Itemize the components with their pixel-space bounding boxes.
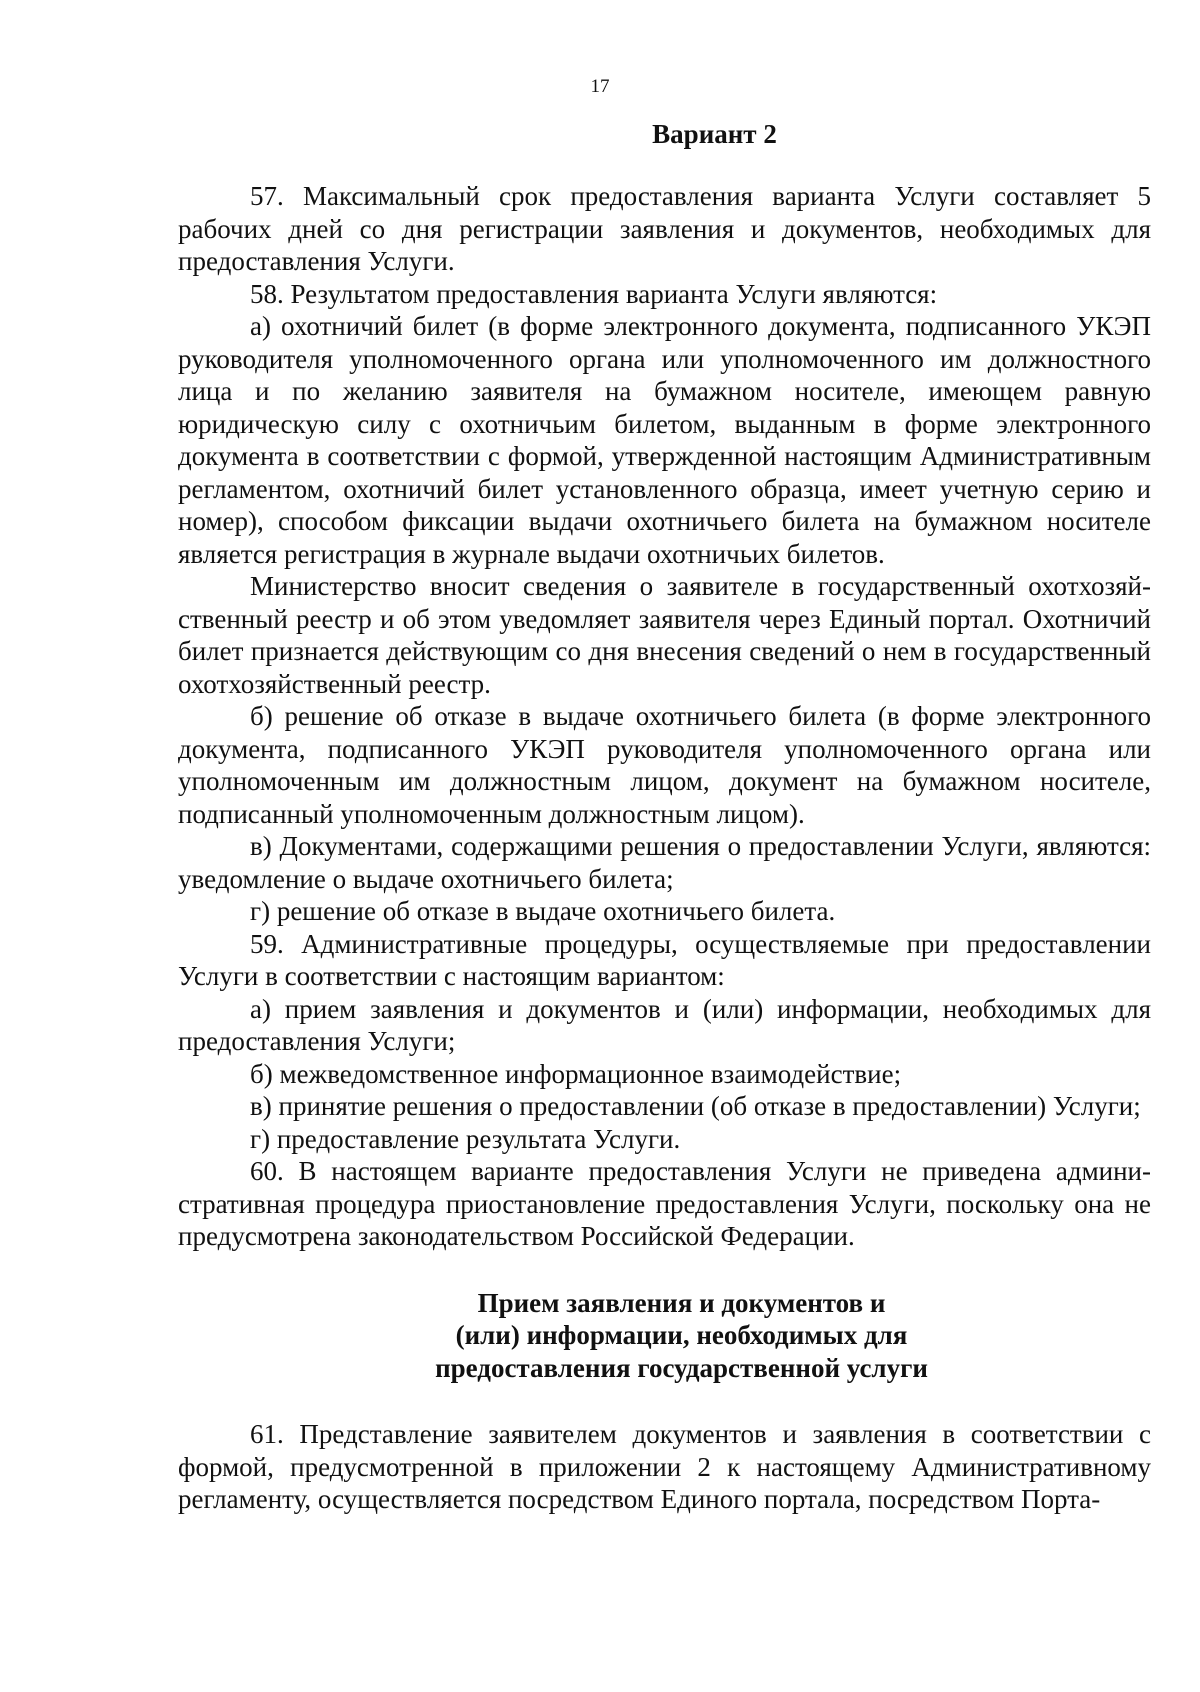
paragraph-58-a: а) охотничий билет (в форме электронного документа, подписанного УКЭП руководителя уполномоченного органа или уполномоченного им должностного лица и по желанию заявителя на бумажном носителе, имеющем равную юридическую силу с охотничьим билетом, выданным в форме электронного документа в соответствии с формой, утвержденной настоящим Административным регламентом, охотничий билет установленного образца, имеет учетную серию и номер), способом фиксации выдачи охотничьего билета на бумажном носителе является регистрация в журнале выдачи охотничьих билетов. — [178, 311, 1151, 569]
page-number: 17 — [590, 76, 610, 97]
paragraph-59: 59. Административные процедуры, осуществляемые при предоставлении Услуги в соответствии с настоящим вариантом: — [178, 928, 1151, 991]
document-body — [178, 118, 1151, 1516]
paragraphs-bottom — [178, 1418, 1151, 1516]
section-heading-line: предоставления государственной услуги — [435, 1352, 928, 1383]
section-heading-line: Прием заявления и документов и — [477, 1287, 886, 1318]
section-heading-line: (или) информации, необходимых для — [455, 1320, 908, 1350]
paragraph-59-g: г) предоставление результата Услуги. — [250, 1123, 681, 1154]
paragraph-ministry: Министерство вносит сведения о заявителе в государственный охотхозяйственный реестр и об этом уведомляет заявителя через Единый портал. Охотничий билет признается действующим со дня внесения сведений о нем в государственный охотхозяйственный реестр. — [178, 571, 1151, 699]
paragraph-59-b: б) межведомственное информационное взаимодействие; — [250, 1058, 902, 1089]
paragraph-60: 60. В настоящем варианте предоставления Услуги не приведена административная процедура приостановление предоставления Услуги, поскольку она не предусмотрена законодательством Российской Федерации. — [178, 1156, 1151, 1251]
paragraph-61: 61. Представление заявителем документов и заявления в соответствии с формой, предусмотренной в приложении 2 к настоящему Административному регламенту, осуществляется посредством Единого портала, посредством Порта- — [178, 1419, 1151, 1514]
paragraph-58-g: г) решение об отказе в выдаче охотничьего билета. — [250, 896, 836, 926]
paragraph-57: 57. Максимальный срок предоставления варианта Услуги составляет 5 рабочих дней со дня регистрации заявления и документов, необходимых для предоставления Услуги. — [178, 181, 1151, 276]
section-heading — [212, 1287, 1151, 1385]
paragraph-59-v: в) принятие решения о предоставлении (об отказе в предоставлении) Услуги; — [250, 1091, 1141, 1121]
paragraph-59-a: а) прием заявления и документов и (или) информации, необходимых для предоставления Услуги; — [178, 993, 1151, 1056]
paragraph-58-v: в) Документами, содержащими решения о предоставлении Услуги, являются: уведомление о выдаче охотничьего билета; — [178, 831, 1151, 894]
paragraph-58-b: б) решение об отказе в выдаче охотничьего билета (в форме электронного документа, подписанного УКЭП руководителя уполномоченного органа или уполномоченным им должностным лицом, документ на бумажном носителе, подписанный уполномоченным должностным лицом). — [178, 701, 1151, 829]
paragraph-58: 58. Результатом предоставления варианта Услуги являются: — [250, 278, 938, 309]
paragraphs-top — [178, 180, 1151, 1253]
variant-heading: Вариант 2 — [652, 119, 777, 149]
